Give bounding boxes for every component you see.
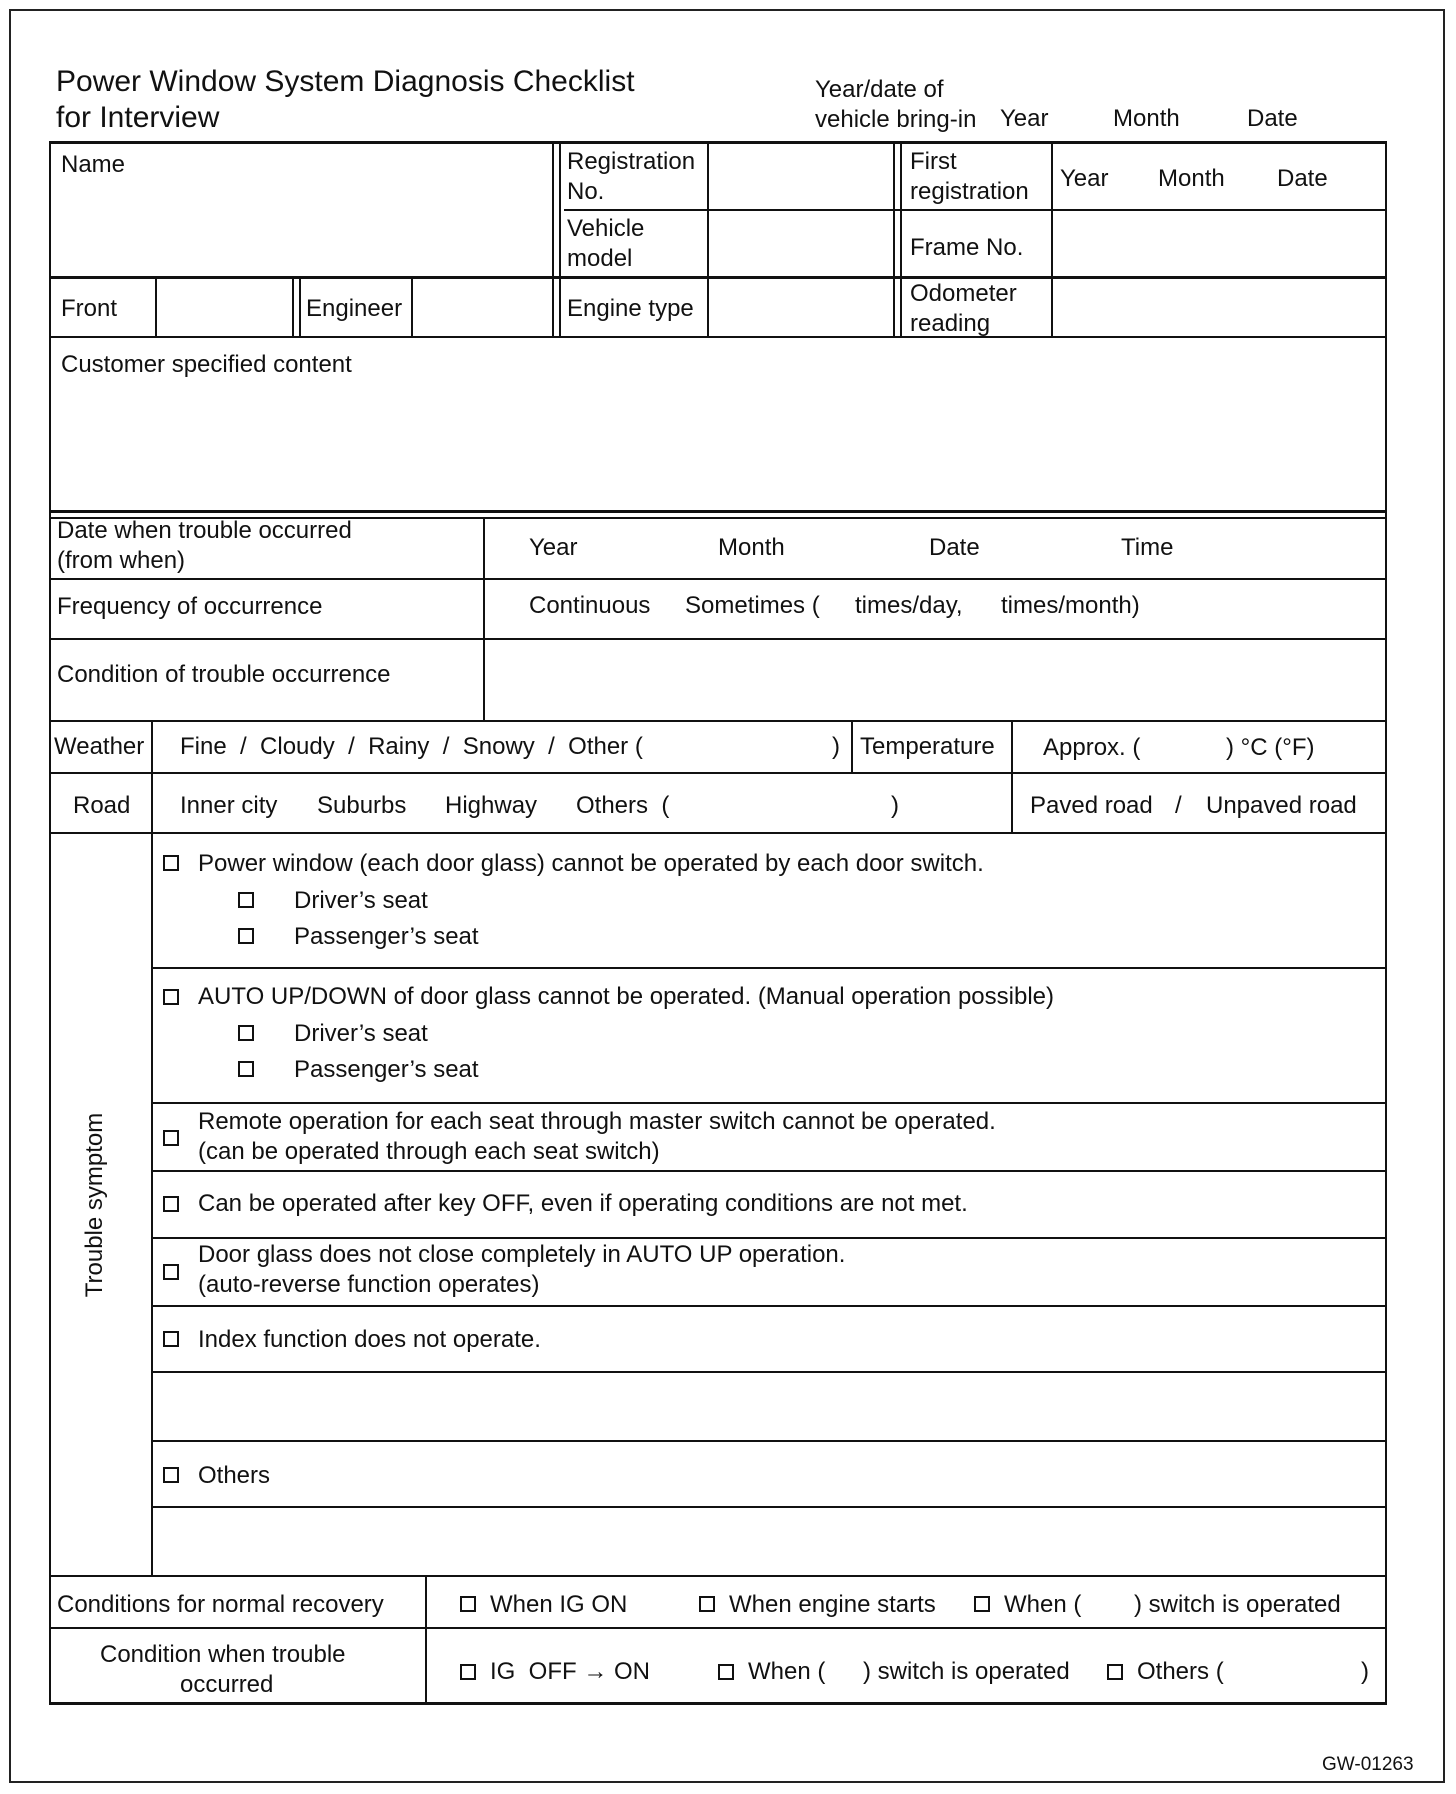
rule (49, 141, 51, 1704)
recovery-label: Conditions for normal recovery (57, 1591, 384, 1618)
temperature-label: Temperature (860, 733, 995, 760)
occurred-label-2: occurred (180, 1671, 274, 1698)
temperature-approx: Approx. ( (1043, 734, 1141, 761)
road-others-close: ) (891, 792, 899, 819)
first-reg-month: Month (1158, 165, 1225, 192)
symptom2-passenger-text: Passenger’s seat (294, 1056, 479, 1083)
symptom1-checkbox[interactable] (163, 855, 179, 871)
odometer-label-1: Odometer (910, 280, 1017, 307)
rule (1011, 721, 1013, 833)
rule (292, 277, 294, 337)
symptom-others-checkbox[interactable] (163, 1467, 179, 1483)
rule (152, 967, 1387, 969)
rule (152, 1440, 1387, 1442)
form-title-line1: Power Window System Diagnosis Checklist (56, 65, 635, 98)
trouble-symptom-label: Trouble symptom (81, 1112, 108, 1298)
rule (49, 1575, 1387, 1577)
symptom2-passenger-checkbox[interactable] (238, 1061, 254, 1077)
road-suburbs: Suburbs (317, 792, 407, 819)
occurred-ig-text: IG OFF → ON (490, 1658, 650, 1685)
rule (411, 277, 413, 337)
first-registration-label-2: registration (910, 178, 1029, 205)
weather-close: ) (832, 733, 840, 760)
recovery-switch-checkbox[interactable] (974, 1596, 990, 1612)
rule (152, 1305, 1387, 1307)
rule (152, 1170, 1387, 1172)
occurred-others-checkbox[interactable] (1107, 1664, 1123, 1680)
bring-in-year: Year (1000, 105, 1049, 132)
registration-label-2: No. (567, 178, 605, 205)
front-label: Front (61, 295, 118, 322)
rule (851, 721, 853, 773)
symptom4-text: Can be operated after key OFF, even if operating conditions are not met. (198, 1190, 968, 1217)
bring-in-month: Month (1113, 105, 1180, 132)
symptom3-text-1: Remote operation for each seat through master switch cannot be operated. (198, 1108, 996, 1135)
occurred-switch-text-end: ) switch is operated (863, 1658, 1070, 1685)
rule (151, 721, 153, 833)
symptom-others-text: Others (198, 1462, 271, 1489)
recovery-ig-on-text: When IG ON (490, 1591, 628, 1618)
recovery-engine-start-checkbox[interactable] (699, 1596, 715, 1612)
symptom5-text-1: Door glass does not close completely in AUTO UP operation. (198, 1241, 846, 1268)
rule (559, 141, 561, 337)
recovery-switch-text-end: ) switch is operated (1134, 1591, 1341, 1618)
rule (564, 209, 1387, 211)
rule (1051, 141, 1053, 337)
rule (49, 832, 1387, 834)
symptom1-passenger-text: Passenger’s seat (294, 923, 479, 950)
engine-type-label: Engine type (567, 295, 694, 322)
rule (552, 141, 554, 337)
occurred-ig-checkbox[interactable] (460, 1664, 476, 1680)
symptom6-checkbox[interactable] (163, 1331, 179, 1347)
symptom4-checkbox[interactable] (163, 1196, 179, 1212)
symptom2-driver-checkbox[interactable] (238, 1025, 254, 1041)
name-label: Name (61, 151, 126, 178)
symptom1-driver-text: Driver’s seat (294, 887, 428, 914)
symptom1-driver-checkbox[interactable] (238, 892, 254, 908)
recovery-switch-text: When ( (1004, 1591, 1082, 1618)
symptom3-text-2: (can be operated through each seat switch) (198, 1138, 660, 1165)
occurred-switch-checkbox[interactable] (718, 1664, 734, 1680)
condition-label: Condition of trouble occurrence (57, 661, 391, 688)
occurred-switch-text: When ( (748, 1658, 826, 1685)
occurred-label-1: Condition when trouble (100, 1641, 346, 1668)
rule (707, 141, 709, 337)
symptom3-checkbox[interactable] (163, 1130, 179, 1146)
rule (299, 277, 301, 337)
occurred-others-text: Others ( (1137, 1658, 1224, 1685)
rule (152, 1102, 1387, 1104)
rule (483, 518, 485, 721)
rule (49, 1627, 1387, 1629)
symptom5-checkbox[interactable] (163, 1264, 179, 1280)
first-reg-date: Date (1277, 165, 1328, 192)
symptom1-passenger-checkbox[interactable] (238, 928, 254, 944)
rule (49, 720, 1387, 722)
occurred-others-close: ) (1361, 1658, 1369, 1685)
symptom1-text: Power window (each door glass) cannot be operated by each door switch. (198, 850, 984, 877)
registration-label-1: Registration (567, 148, 696, 175)
engineer-label: Engineer (306, 295, 403, 322)
rule (151, 833, 153, 1576)
trouble-date-label-1: Date when trouble occurred (57, 517, 352, 544)
road-others: Others ( (576, 792, 670, 819)
rule (900, 141, 902, 337)
rule (49, 141, 1387, 144)
odometer-label-2: reading (910, 310, 991, 337)
frequency-sometimes: Sometimes ( (685, 592, 820, 619)
rule (49, 578, 1387, 580)
rule (152, 1506, 1387, 1508)
form-title-line2: for Interview (56, 101, 220, 134)
rule (155, 277, 157, 337)
trouble-time: Time (1121, 534, 1174, 561)
vehicle-model-label-2: model (567, 245, 633, 272)
rule (152, 1371, 1387, 1373)
symptom5-text-2: (auto-reverse function operates) (198, 1271, 540, 1298)
rule (49, 276, 1387, 279)
bring-in-label-2: vehicle bring-in (815, 106, 977, 133)
rule (425, 1576, 427, 1704)
frame-no-label: Frame No. (910, 234, 1024, 261)
recovery-ig-on-checkbox[interactable] (460, 1596, 476, 1612)
trouble-month: Month (718, 534, 785, 561)
trouble-year: Year (529, 534, 578, 561)
weather-label: Weather (54, 733, 145, 760)
first-registration-label-1: First (910, 148, 957, 175)
road-inner-city: Inner city (180, 792, 278, 819)
rule (152, 1237, 1387, 1239)
first-reg-year: Year (1060, 165, 1109, 192)
figure-code: GW-01263 (1322, 1754, 1414, 1775)
road-slash: / (1175, 792, 1182, 819)
vehicle-model-label-1: Vehicle (567, 215, 645, 242)
rule (49, 336, 1387, 338)
road-paved: Paved road (1030, 792, 1153, 819)
symptom2-text: AUTO UP/DOWN of door glass cannot be operated. (Manual operation possible) (198, 983, 1054, 1010)
frequency-per-day: times/day, (855, 592, 963, 619)
road-label: Road (73, 792, 131, 819)
rule (1385, 141, 1387, 1704)
bring-in-label-1: Year/date of (815, 76, 944, 103)
trouble-date-label-2: (from when) (57, 547, 186, 574)
customer-content-label: Customer specified content (61, 351, 352, 378)
trouble-date: Date (929, 534, 980, 561)
symptom6-text: Index function does not operate. (198, 1326, 541, 1353)
bring-in-date: Date (1247, 105, 1298, 132)
rule (49, 1702, 1387, 1705)
rule (49, 510, 1387, 513)
recovery-engine-start-text: When engine starts (729, 1591, 936, 1618)
symptom2-checkbox[interactable] (163, 989, 179, 1005)
rule (893, 141, 895, 337)
weather-options: Fine / Cloudy / Rainy / Snowy / Other ( (180, 733, 643, 760)
frequency-per-month: times/month) (1001, 592, 1140, 619)
road-highway: Highway (445, 792, 538, 819)
frequency-label: Frequency of occurrence (57, 593, 323, 620)
temperature-unit: ) °C (°F) (1226, 734, 1315, 761)
frequency-continuous: Continuous (529, 592, 651, 619)
symptom2-driver-text: Driver’s seat (294, 1020, 428, 1047)
road-unpaved: Unpaved road (1206, 792, 1357, 819)
rule (49, 772, 1387, 774)
rule (49, 638, 1387, 640)
